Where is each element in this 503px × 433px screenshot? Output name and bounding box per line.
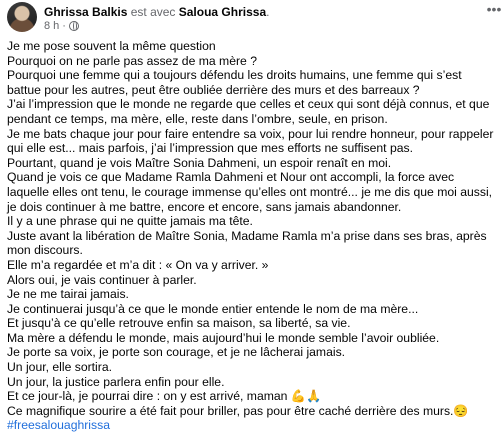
- post-line: Et ce jour-là, je pourrai dire : on y est arrivé, maman 💪🙏: [7, 389, 322, 404]
- post-line: Un jour, elle sortira.: [7, 360, 112, 375]
- post-author-line: [44, 5, 269, 19]
- post-line: Je continuerai jusqu’à ce que le monde entier entende le nom de ma mère...: [7, 301, 419, 316]
- post-meta: [44, 20, 79, 32]
- post-line: Pourtant, quand je vois Maître Sonia Dahmeni, un espoir renaît en moi.: [7, 155, 392, 170]
- period: .: [266, 5, 270, 19]
- hashtag-link[interactable]: #freesalouaghrissa: [7, 418, 110, 433]
- post-line: Ce magnifique sourire a été fait pour briller, pas pour être caché derrière des murs.😔: [7, 403, 469, 418]
- post-line: Je me pose souvent la même question: [7, 39, 216, 53]
- more-options-icon[interactable]: •••: [486, 1, 502, 17]
- post-line: Alors oui, je vais continuer à parler.: [7, 272, 197, 287]
- post-line: Il y a une phrase qui ne quitte jamais ma tête.: [7, 214, 253, 229]
- author-name[interactable]: Ghrissa Balkis: [44, 5, 128, 19]
- post-line: Un jour, la justice parlera enfin pour elle.: [7, 374, 225, 389]
- post-line: J’ai l’impression que le monde ne regarde que celles et ceux qui sont déjà connus, et que pendant ce temps, ma mère, elle, reste dans l’ombre, seule, en prison.: [7, 97, 490, 126]
- author-avatar[interactable]: [7, 2, 37, 32]
- post-line: Quand je vois ce que Madame Ramla Dahmeni et Nour ont accompli, la force avec laquelle elles ont tenu, le courage immense qu’elles ont montré... je me dis que moi aussi, je dois continuer à me battre, encore et encore, sans jamais abandonner.: [7, 170, 493, 214]
- post-line: Et jusqu’à ce qu’elle retrouve enfin sa maison, sa liberté, sa vie.: [7, 316, 351, 331]
- post-line: Ma mère a défendu le monde, mais aujourd’hui le monde semble l’avoir oubliée.: [7, 330, 440, 345]
- globe-icon[interactable]: [69, 21, 79, 31]
- post-line: Je ne me tairai jamais.: [7, 287, 129, 302]
- post-header: [7, 1, 502, 36]
- post-line: Pourquoi on ne parle pas assez de ma mère ?: [7, 53, 257, 68]
- post-time[interactable]: 8 h: [44, 20, 60, 32]
- post-line: Je me bats chaque jour pour faire entendre sa voix, pour lui rendre honneur, pour rappeler qui elle est... mais parfois, j’ai l’impression que mes efforts ne suffisent pas.: [7, 126, 494, 156]
- post-line: Pourquoi une femme qui a toujours défendu les droits humains, une femme qui s’est battue pour les autres, peut être oubliée derrière des murs et des barreaux ?: [7, 68, 462, 97]
- with-text: est avec: [127, 5, 179, 19]
- post-line: Elle m’a regardée et m’a dit : « On va y arriver. »: [7, 257, 269, 272]
- post-body: [7, 39, 497, 433]
- meta-separator: ·: [62, 20, 66, 32]
- tagged-user-name[interactable]: Saloua Ghrissa: [178, 5, 267, 19]
- post-line: Je porte sa voix, je porte son courage, et je ne lâcherai jamais.: [7, 345, 346, 360]
- post-line: Juste avant la libération de Maître Sonia, Madame Ramla m’a prise dans ses bras, après mon discours.: [7, 228, 487, 258]
